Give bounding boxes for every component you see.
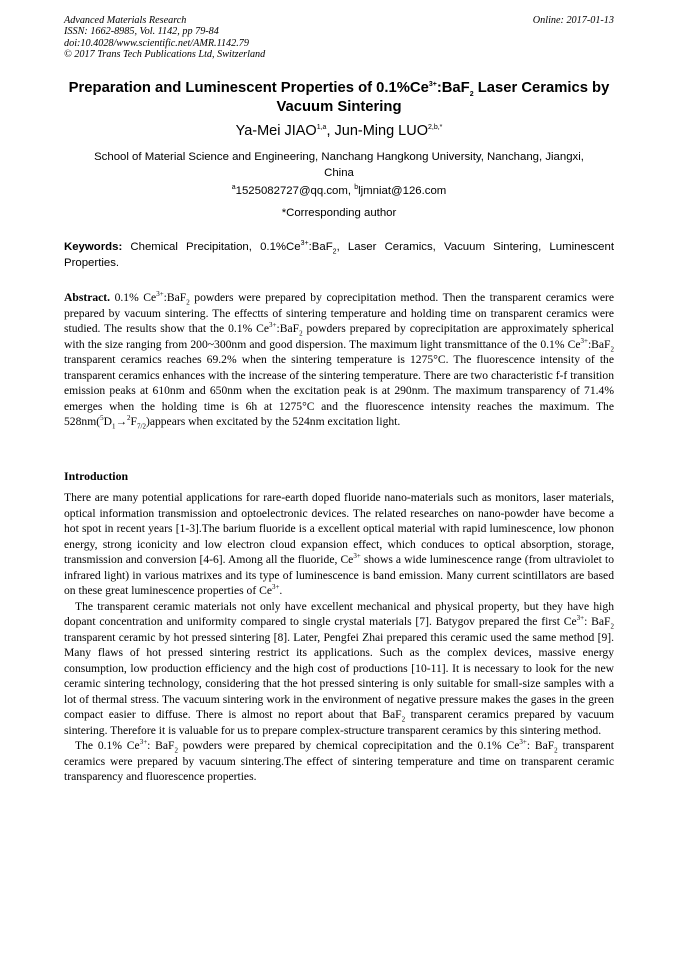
issn-line: ISSN: 1662-8985, Vol. 1142, pp 79-84 <box>64 26 219 38</box>
keywords: Keywords: Chemical Precipitation, $0.1\%Ce^{3+}:BaF_2$, Laser Ceramics, Vacuum Sintering, Luminescent Properties. <box>64 240 615 269</box>
intro-paragraph-1: There are many potential applications for rare-earth doped fluoride nano-materials such as monitors, laser materials, optical information transmission and optoelectronic devices. The related researches on nano-powder have become a hot spot in recent years [1-3].The barium fluoride is a excellent optical material with rapid luminescence, low phonon energy, strong iconicity and low electron cloud expansion effect, which conduces to optical absorption, storage, transmission and conversion [4-6]. Among all the fluoride, $Ce^{3+}$ shows a wide luminescence range (from ultraviolet to infrared light) in various matrixes and its type of luminescence is band emission. Many current scintillators are based on these great luminescence properties of $Ce^{3+}$. <box>64 491 615 597</box>
doi-line: doi:10.4028/www.scientific.net/AMR.1142.79 <box>64 37 249 49</box>
paper-title: Preparation and Luminescent Properties of $0.1\%Ce^{3+}:BaF_2$ Laser Ceramics by Vacuum Sintering <box>68 80 610 115</box>
abstract-label: Abstract. <box>64 291 111 304</box>
corresponding-author-note: *Corresponding author <box>281 207 397 219</box>
email-a: 1525082727@qq.com, <box>235 185 355 197</box>
section-heading-introduction: Introduction <box>64 469 129 483</box>
journal-name: Advanced Materials Research <box>64 15 187 26</box>
keywords-label: Keywords: <box>64 241 123 253</box>
introduction-body <box>64 490 614 785</box>
journal-header <box>64 15 614 60</box>
author-2: Jun-Ming LUO <box>334 123 428 139</box>
abstract: Abstract. 0.1% $Ce^{3+}:BaF_2$ powders were prepared by coprecipitation method. Then the transparent ceramics were prepared by vacuum sintering. The effectts of sintering temperature and holding time on transparent ceramics were studied. The results show that the 0.1% $Ce^{3+}:BaF_2$ powders prepared by coprecipitation are approximately spherical with the size ranging from 200~300nm and good dispersion. The maximum light transmittance of the 0.1% $Ce^{3+}:BaF_2$ transparent ceramics reaches 69.2% when the sintering temperature is 1275°C. The fluorescence intensity of the transparent ceramics enhances with the increase of the sintering temperature. There are two characteristic f-f transition emission peaks at 610nm and 650nm when the excitation peak is at 290nm. The maximum transparency of 71.4% emerges when the holding time is 6h at 1275°C and the fluorescence intensity reaches the maximum. The $528nm(^5D_1\to^2F_{7/2})appears$ when excitated by the 524nm excitation light. <box>64 290 615 431</box>
author-list: Ya-Mei JIAO$^{1,a}$, Jun-Ming $LUO^{2,b,*}$ <box>235 123 443 139</box>
intro-paragraph-3: The 0.1% $Ce^{3+}$: BaF$_2$ powders were prepared by chemical coprecipitation and the 0.1% $Ce^{3+}$: BaF$_2$ transparent ceramics were prepared by vacuum sintering.The effect of sintering temperature and time on transparent ceramic transparency and fluorescence properties. <box>64 738 614 783</box>
intro-paragraph-2: The transparent ceramic materials not only have excellent mechanical and physical property, but they have high dopant concentration and uniformity compared to single crystal materials [7]. Batygov prepared the first $Ce^{3+}$: BaF$_2$ transparent ceramic by hot pressed sintering [8]. Later, Pengfei Zhai prepared this ceramic used the same method [9]. Many flaws of hot pressed sintering restrict its applications. Such as the complex devices, massive energy consumption, low production efficiency and the high cost of productions [10-11]. It is necessary to look for the new ceramic sintering technology, considering that the hot pressed sintering is only suitable for small-size samples with a lot of thermal stress. The vacuum sintering work in the environment of negative pressure makes the gases in the green compact easier to diffuse. There is almost no report about that BaF$_2$ transparent ceramics prepared by vacuum sintering. Therefore it is valuable for us to prepare complex-structure transparent ceramics by this sintering method. <box>64 599 615 737</box>
online-date: Online: 2017-01-13 <box>532 15 614 26</box>
author-1: Ya-Mei JIAO <box>235 123 317 139</box>
email-b: ljmniat@126.com <box>358 185 447 197</box>
affiliation: School of Material Science and Engineering, Nanchang Hangkong University, Nanchang, Jiangxi, China <box>94 151 584 179</box>
author-emails: $^a$1525082727@qq.com, $^b$ljmniat@126.com <box>231 184 447 197</box>
copyright-line: © 2017 Trans Tech Publications Ltd, Switzerland <box>64 48 266 60</box>
